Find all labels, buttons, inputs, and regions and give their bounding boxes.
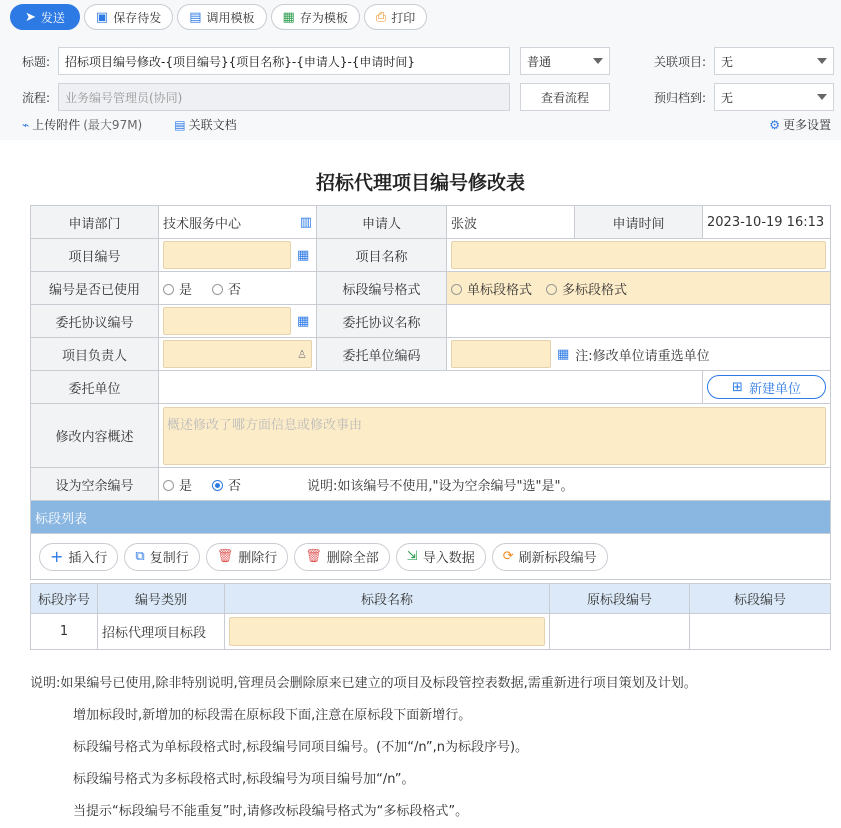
project-no-input[interactable] [163, 241, 291, 269]
applicant-value: 张波 [447, 206, 575, 239]
copy-row-button[interactable] [124, 543, 199, 571]
summary-placeholder: 概述修改了哪方面信息或修改事由 [167, 417, 363, 433]
multi-seg-label: 多标段格式 [562, 282, 628, 298]
no-used-no-label: 否 [228, 282, 242, 298]
chevron-down-icon [817, 94, 827, 100]
manager-label: 项目负责人 [31, 338, 159, 371]
spare-yes-radio[interactable] [163, 479, 192, 494]
no-used-label: 编号是否已使用 [31, 272, 159, 305]
save-draft-button[interactable] [84, 4, 173, 30]
applicant-label: 申请人 [317, 206, 447, 239]
note-line: 说明:如果编号已使用,除非特别说明,管理员会删除原来已建立的项目及标段管控表数据,需重新进行项目策划及计划。 [30, 676, 697, 691]
no-used-radio-group [159, 272, 317, 305]
related-doc-label: 关联文档 [188, 118, 237, 132]
spare-no-label: 否 [228, 478, 242, 494]
apply-time-label: 申请时间 [575, 206, 703, 239]
delete-row-button[interactable] [206, 543, 289, 571]
chevron-down-icon [817, 58, 827, 64]
apply-dept-label: 申请部门 [31, 206, 159, 239]
row-orig-seg-no [550, 614, 690, 650]
delete-all-label: 删除全部 [326, 551, 379, 566]
single-seg-label: 单标段格式 [467, 282, 533, 298]
import-data-label: 导入数据 [422, 551, 475, 566]
print-label: 打印 [391, 10, 416, 25]
top-panel [0, 0, 841, 140]
col-seq: 标段序号 [31, 584, 98, 614]
save-draft-label: 保存待发 [113, 10, 162, 25]
agreement-no-label: 委托协议编号 [31, 305, 159, 338]
upload-attachment-link[interactable] [22, 116, 142, 133]
archive-select[interactable] [714, 83, 834, 111]
client-code-label: 委托单位编码 [317, 338, 447, 371]
trash-icon: 🗑 [216, 549, 234, 564]
apply-dept-cell [159, 206, 317, 239]
summary-textarea[interactable] [163, 407, 826, 465]
upload-label: 上传附件 [32, 118, 81, 132]
project-name-input[interactable] [451, 241, 826, 269]
view-flow-button[interactable]: 查看流程 [520, 83, 610, 111]
save-template-label: 存为模板 [299, 10, 348, 25]
manager-input[interactable] [163, 340, 312, 368]
archive-label: 预归档到: [653, 90, 706, 105]
spare-radio-group [159, 468, 831, 501]
calculator-icon[interactable]: ▦ [557, 346, 570, 362]
use-template-label: 调用模板 [206, 10, 255, 25]
copy-icon: ⧉ [135, 549, 145, 564]
title-label: 标题: [22, 54, 51, 69]
more-settings-link[interactable] [769, 116, 831, 133]
send-label: 发送 [40, 10, 65, 25]
paperclip-icon: ⌁ [22, 117, 30, 132]
spare-note: 说明:如该编号不使用,"设为空余编号"选"是"。 [307, 478, 574, 494]
apply-dept-value: 技术服务中心 [163, 216, 242, 232]
trash-icon: 🗑 [305, 549, 322, 564]
priority-value: 普通 [527, 54, 552, 69]
single-seg-radio[interactable] [451, 283, 532, 298]
org-picker-icon[interactable]: ▥ [299, 214, 312, 230]
row-seq: 1 [31, 614, 98, 650]
refresh-icon: ⟳ [502, 549, 514, 564]
no-used-yes-radio[interactable] [163, 283, 192, 298]
main-form-table [30, 205, 831, 580]
save-template-icon: ▦ [282, 9, 295, 25]
seg-format-radio-group [447, 272, 831, 305]
note-line: 标段编号格式为单标段格式时,标段编号同项目编号。(不加“/n”,n为标段序号)。 [73, 740, 529, 755]
import-data-button[interactable] [396, 543, 486, 571]
project-no-label: 项目编号 [31, 239, 159, 272]
note-line: 增加标段时,新增加的标段需在原标段下面,注意在原标段下面新增行。 [73, 708, 472, 723]
note-line: 标段编号格式为多标段格式时,标段编号为项目编号加“/n”。 [73, 772, 415, 787]
segment-toolbar [35, 543, 826, 571]
save-template-button[interactable] [271, 4, 360, 30]
segment-table [30, 583, 831, 650]
chevron-down-icon [593, 58, 603, 64]
related-project-value: 无 [721, 54, 734, 69]
row-seg-no [690, 614, 831, 650]
related-project-label: 关联项目: [653, 54, 706, 69]
table-row [31, 614, 831, 650]
project-name-label: 项目名称 [317, 239, 447, 272]
apply-time-value: 2023-10-19 16:13 [703, 206, 831, 239]
related-project-select[interactable] [714, 47, 834, 75]
spare-no-radio[interactable] [212, 479, 241, 494]
seg-name-input[interactable] [229, 617, 545, 646]
client-note: 注:修改单位请重选单位 [575, 348, 710, 364]
col-seg-no: 标段编号 [690, 584, 831, 614]
user-icon[interactable]: ♙ [297, 347, 307, 361]
copy-row-label: 复制行 [149, 551, 189, 566]
more-settings-label: 更多设置 [782, 118, 831, 132]
flow-input: 业务编号管理员(协同) [58, 83, 510, 111]
seg-format-label: 标段编号格式 [317, 272, 447, 305]
gear-icon: ⚙ [769, 117, 780, 132]
send-icon: ➤ [25, 9, 36, 25]
related-doc-link[interactable] [174, 116, 236, 133]
insert-row-label: 插入行 [68, 551, 108, 566]
flow-label: 流程: [22, 90, 51, 105]
col-seg-name: 标段名称 [225, 584, 550, 614]
document-icon: ▤ [174, 117, 186, 132]
upload-hint: (最大97M) [83, 118, 143, 132]
calculator-icon[interactable]: ▦ [297, 313, 310, 329]
spare-label: 设为空余编号 [31, 468, 159, 501]
print-icon: ⎙ [375, 9, 387, 25]
template-icon: ▤ [189, 9, 202, 25]
save-icon: ▣ [95, 9, 109, 25]
new-unit-label: 新建单位 [748, 381, 801, 397]
no-used-no-radio[interactable] [212, 283, 241, 298]
insert-row-button[interactable] [39, 543, 118, 571]
spare-yes-label: 是 [179, 478, 193, 494]
col-category: 编号类别 [98, 584, 225, 614]
title-input[interactable]: 招标项目编号修改-{项目编号}{项目名称}-{申请人}-{申请时间} [58, 47, 510, 75]
row-category: 招标代理项目标段 [98, 614, 225, 650]
notes [30, 668, 697, 828]
no-used-yes-label: 是 [179, 282, 193, 298]
priority-select[interactable] [520, 47, 610, 75]
refresh-seg-no-label: 刷新标段编号 [518, 551, 597, 566]
col-orig-seg-no: 原标段编号 [550, 584, 690, 614]
archive-value: 无 [721, 90, 734, 105]
agreement-name-label: 委托协议名称 [317, 305, 447, 338]
multi-seg-radio[interactable] [546, 283, 627, 298]
print-button[interactable] [364, 4, 427, 30]
plus-box-icon: ⊞ [732, 379, 743, 395]
client-code-input[interactable] [451, 340, 551, 368]
import-icon: ⇲ [406, 549, 418, 564]
delete-all-button[interactable] [294, 543, 390, 571]
note-line: 当提示“标段编号不能重复”时,请修改标段编号格式为“多标段格式”。 [73, 804, 469, 819]
plus-icon: + [50, 547, 64, 566]
delete-row-label: 删除行 [238, 551, 278, 566]
form-title: 招标代理项目编号修改表 [315, 172, 525, 194]
refresh-seg-no-button[interactable] [492, 543, 608, 571]
agreement-no-input[interactable] [163, 307, 291, 335]
toolbar [10, 4, 831, 30]
agreement-name-value [447, 305, 831, 338]
segment-list-header: 标段列表 [31, 501, 831, 534]
client-value [159, 371, 703, 404]
client-label: 委托单位 [31, 371, 159, 404]
use-template-button[interactable] [177, 4, 266, 30]
summary-label: 修改内容概述 [31, 404, 159, 468]
calculator-icon[interactable]: ▦ [297, 247, 310, 263]
new-unit-button[interactable] [707, 375, 826, 399]
send-button[interactable] [10, 4, 80, 30]
